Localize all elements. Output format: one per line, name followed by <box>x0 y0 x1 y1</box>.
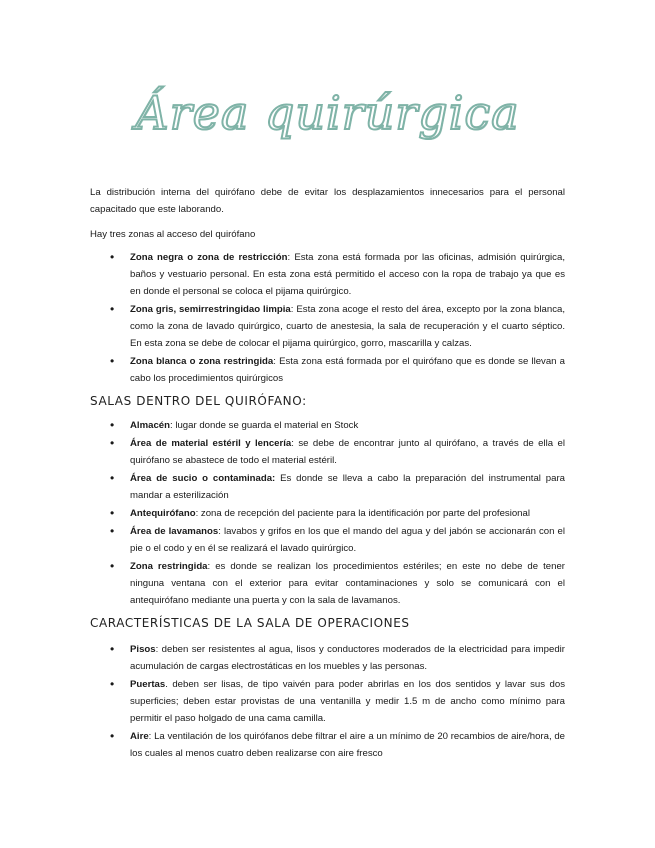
item-sep: . <box>165 679 173 690</box>
item-term: Zona blanca o zona restringida <box>130 356 274 367</box>
item-term: Pisos <box>130 644 156 655</box>
item-term: Zona restringida <box>130 561 208 572</box>
document-body <box>90 184 565 766</box>
item-term: Aire <box>130 731 149 742</box>
zones-intro: Hay tres zonas al acceso del quirófano <box>90 229 256 240</box>
item-text: Esta zona acoge el resto del área, excepto por la zona blanca, como la zona de lavado quirúrgico, cuarto de anestesia, la sala de recuperación y el cuarto séptico. En esta zona se debe de colocar el pijama quirúrgico, gorro, mascarilla y calzas. <box>130 304 565 349</box>
item-text: Esta zona está formada por las oficinas, admisión quirúrgica, baños y vestuario personal. En esta zona está permitido el acceso con la ropa de trabajo ya que es en donde el personal se coloca el pijama quirúrgico. <box>130 252 565 297</box>
item-text: es donde se realizan los procedimientos estériles; en este no debe de tener ninguna ventana con el exterior para evitar contaminaciones y solo se comunicará con el antequirófano mediante una puerta y con la sala de lavamanos. <box>130 561 565 606</box>
item-term: Almacén <box>130 420 170 431</box>
list-item <box>130 353 565 387</box>
list-item <box>130 505 565 522</box>
item-text: zona de recepción del paciente para la identificación por parte del profesional <box>200 508 530 519</box>
list-item <box>130 676 565 727</box>
item-sep: : <box>290 304 297 315</box>
list-item <box>130 249 565 300</box>
item-term: Puertas <box>130 679 166 690</box>
item-text: lugar donde se guarda el material en Stock <box>175 420 359 431</box>
item-sep: : <box>207 561 216 572</box>
item-text: Esta zona está formada por el quirófano que es donde se llevan a cabo los procedimientos quirúrgicos <box>130 356 565 384</box>
item-text: La ventilación de los quirófanos debe filtrar el aire a un mínimo de 20 recambios de aire/hora, de los cuales al menos cuatro deben realizarse con aire fresco <box>130 731 565 759</box>
item-text: Es donde se lleva a cabo la preparación del instrumental para mandar a esterilización <box>130 473 565 501</box>
zones-list <box>90 249 565 387</box>
item-term: Zona negra o zona de restricción <box>130 252 288 263</box>
item-sep: : <box>148 731 155 742</box>
list-item <box>130 301 565 352</box>
item-term: Antequirófano <box>130 508 196 519</box>
features-list <box>90 641 565 762</box>
item-sep: : <box>273 356 280 367</box>
list-item <box>130 558 565 609</box>
item-sep: : <box>291 438 299 449</box>
item-text: se debe de encontrar junto al quirófano, a través de ella el quirófano se abastece de todo el material estéril. <box>130 438 565 466</box>
list-item <box>130 417 565 434</box>
item-term: Zona gris, semirrestringidao limpia <box>130 304 291 315</box>
section-heading-features: CARACTERÍSTICAS DE LA SALA DE OPERACIONES <box>90 616 410 630</box>
item-sep: : <box>170 420 176 431</box>
item-text: deben ser lisas, de tipo vaivén para poder abrirlas en los dos sentidos y lavar sus dos superficies; deben estar provistas de una ventanilla y medir 1.5 m de ancho como mínimo para permitir el paso holgado de una cama camilla. <box>130 679 565 724</box>
item-term: Área de sucio o contaminada: <box>130 473 276 484</box>
list-item <box>130 523 565 557</box>
item-sep: : <box>155 644 162 655</box>
item-sep: : <box>218 526 224 537</box>
item-text: lavabos y grifos en los que el mando del agua y del jabón se accionarán con el pie o el codo y en él se realizará el lavado quirúrgico. <box>130 526 565 554</box>
list-item <box>130 641 565 675</box>
item-term: Área de lavamanos <box>130 526 219 537</box>
list-item <box>130 470 565 504</box>
item-text: deben ser resistentes al agua, lisos y conductores moderados de la electricidad para impedir acumulación de cargas electrostáticas en los muebles y las personas. <box>130 644 565 672</box>
intro-paragraph: La distribución interna del quirófano debe de evitar los desplazamientos innecesarios para el personal capacitado que este laborando. <box>90 187 565 215</box>
item-sep: : <box>195 508 201 519</box>
list-item <box>130 435 565 469</box>
item-term: Área de material estéril y lencería <box>130 438 292 449</box>
item-sep: : <box>287 252 295 263</box>
section-heading-rooms: SALAS DENTRO DEL QUIRÓFANO: <box>90 394 307 408</box>
rooms-list <box>90 417 565 609</box>
list-item <box>130 728 565 762</box>
page-title: Área quirúrgica <box>135 86 520 140</box>
